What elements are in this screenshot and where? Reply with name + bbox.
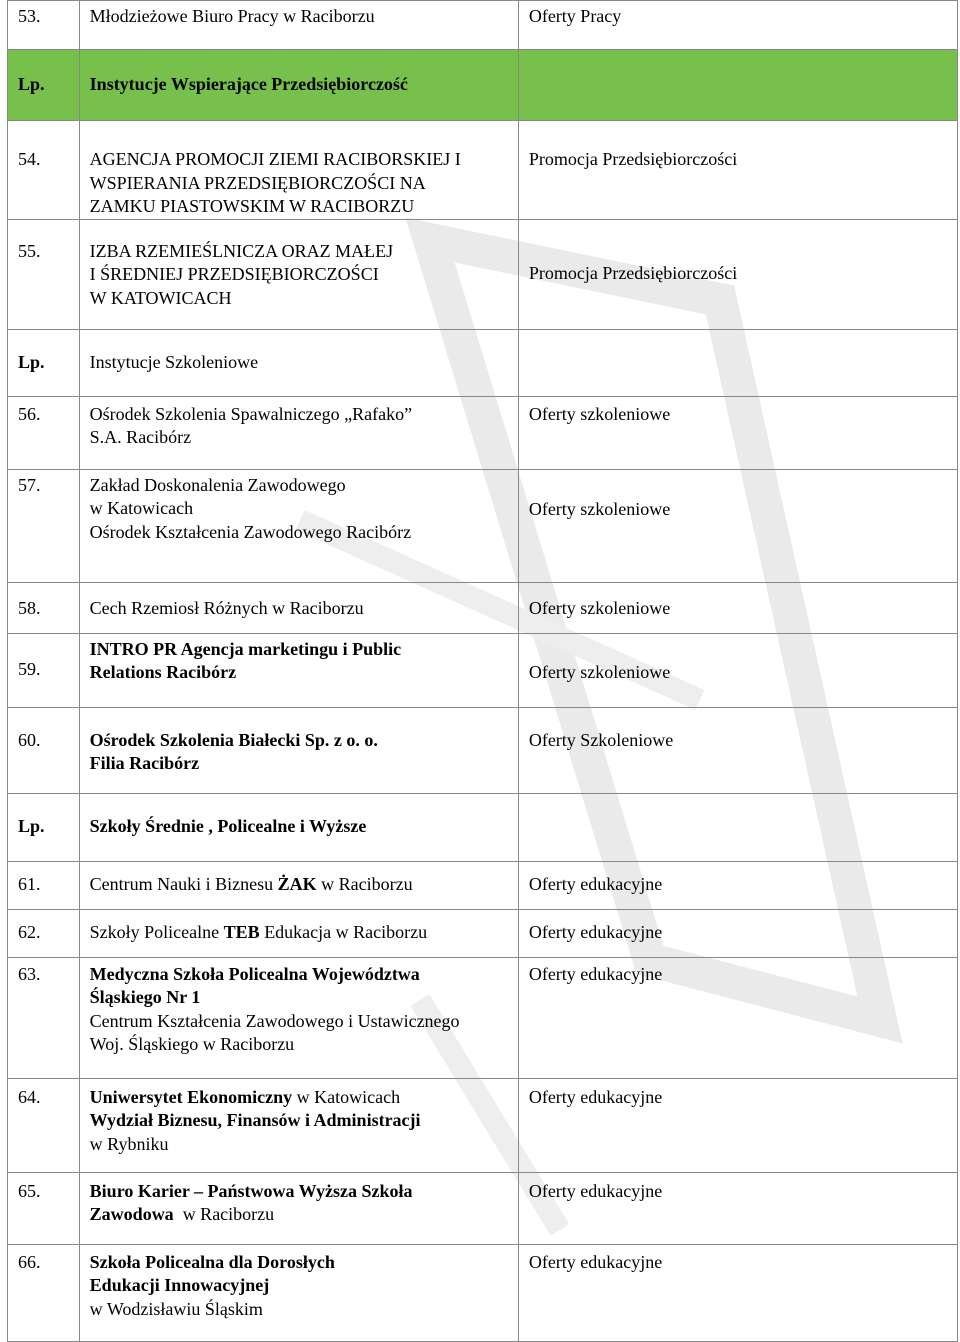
table-row — [8, 861, 958, 909]
section-empty-cell — [518, 329, 957, 396]
offer-category: Promocja Przedsiębiorczości — [518, 219, 957, 329]
table-row — [8, 1244, 958, 1341]
institution-name: Ośrodek Szkolenia Spawalniczego „Rafako” S.A. Racibórz — [79, 396, 518, 469]
row-number: 58. — [8, 582, 80, 633]
lp-label: Lp. — [8, 329, 80, 396]
offer-category: Oferty Pracy — [518, 1, 957, 50]
lp-label: Lp. — [8, 50, 80, 121]
offer-category: Oferty szkoleniowe — [518, 633, 957, 707]
row-number: 63. — [8, 957, 80, 1078]
section-empty-cell — [518, 50, 957, 121]
table-row — [8, 1078, 958, 1172]
institution-name: AGENCJA PROMOCJI ZIEMI RACIBORSKIEJ I WSPIERANIA PRZEDSIĘBIORCZOŚCI NA ZAMKU PIASTOWSKIM W RACIBORZU — [79, 121, 518, 220]
institution-name: Zakład Doskonalenia Zawodowego w Katowicach Ośrodek Kształcenia Zawodowego Racibórz — [79, 469, 518, 582]
table-row — [8, 121, 958, 220]
offer-category: Oferty edukacyjne — [518, 861, 957, 909]
table-row — [8, 909, 958, 957]
institution-name: IZBA RZEMIEŚLNICZA ORAZ MAŁEJ I ŚREDNIEJ PRZEDSIĘBIORCZOŚCI W KATOWICACH — [79, 219, 518, 329]
section-header — [8, 329, 958, 396]
table-row — [8, 396, 958, 469]
row-number: 64. — [8, 1078, 80, 1172]
offer-category: Promocja Przedsiębiorczości — [518, 121, 957, 220]
institution-name: Szkoła Policealna dla Dorosłych Edukacji Innowacyjnej w Wodzisławiu Śląskim — [79, 1244, 518, 1341]
institution-name: Szkoły Policealne TEB Edukacja w Raciborzu — [79, 909, 518, 957]
institution-name: INTRO PR Agencja marketingu i Public Relations Racibórz — [79, 633, 518, 707]
row-number: 55. — [8, 219, 80, 329]
section-header — [8, 793, 958, 861]
offer-category: Oferty szkoleniowe — [518, 396, 957, 469]
row-number: 66. — [8, 1244, 80, 1341]
row-number: 62. — [8, 909, 80, 957]
table-row — [8, 219, 958, 329]
offer-category: Oferty edukacyjne — [518, 1172, 957, 1244]
table-row — [8, 1, 958, 50]
table-row — [8, 633, 958, 707]
row-number: 54. — [8, 121, 80, 220]
institution-name: Ośrodek Szkolenia Białecki Sp. z o. o. Filia Racibórz — [79, 707, 518, 793]
section-header — [8, 50, 958, 121]
table-row — [8, 957, 958, 1078]
offer-category: Oferty Szkoleniowe — [518, 707, 957, 793]
table-row — [8, 1172, 958, 1244]
section-title: Instytucje Szkoleniowe — [79, 329, 518, 396]
institution-name: Cech Rzemiosł Różnych w Raciborzu — [79, 582, 518, 633]
section-title: Instytucje Wspierające Przedsiębiorczość — [79, 50, 518, 121]
institution-name: Uniwersytet Ekonomiczny w Katowicach Wydział Biznesu, Finansów i Administracji w Rybniku — [79, 1078, 518, 1172]
table-row — [8, 469, 958, 582]
institutions-table — [7, 0, 958, 1342]
offer-category: Oferty edukacyjne — [518, 909, 957, 957]
institution-name: Młodzieżowe Biuro Pracy w Raciborzu — [79, 1, 518, 50]
row-number: 60. — [8, 707, 80, 793]
institution-name: Centrum Nauki i Biznesu ŻAK w Raciborzu — [79, 861, 518, 909]
row-number: 56. — [8, 396, 80, 469]
offer-category: Oferty szkoleniowe — [518, 582, 957, 633]
row-number: 53. — [8, 1, 80, 50]
table-row — [8, 707, 958, 793]
section-title: Szkoły Średnie , Policealne i Wyższe — [79, 793, 518, 861]
offer-category: Oferty edukacyjne — [518, 1078, 957, 1172]
lp-label: Lp. — [8, 793, 80, 861]
row-number: 65. — [8, 1172, 80, 1244]
row-number: 61. — [8, 861, 80, 909]
institution-name: Biuro Karier – Państwowa Wyższa Szkoła Zawodowa w Raciborzu — [79, 1172, 518, 1244]
row-number: 57. — [8, 469, 80, 582]
offer-category: Oferty edukacyjne — [518, 1244, 957, 1341]
offer-category: Oferty edukacyjne — [518, 957, 957, 1078]
row-number: 59. — [8, 633, 80, 707]
table-row — [8, 582, 958, 633]
institution-name: Medyczna Szkoła Policealna Województwa Śląskiego Nr 1 Centrum Kształcenia Zawodowego i Ustawicznego Woj. Śląskiego w Raciborzu — [79, 957, 518, 1078]
offer-category: Oferty szkoleniowe — [518, 469, 957, 582]
section-empty-cell — [518, 793, 957, 861]
